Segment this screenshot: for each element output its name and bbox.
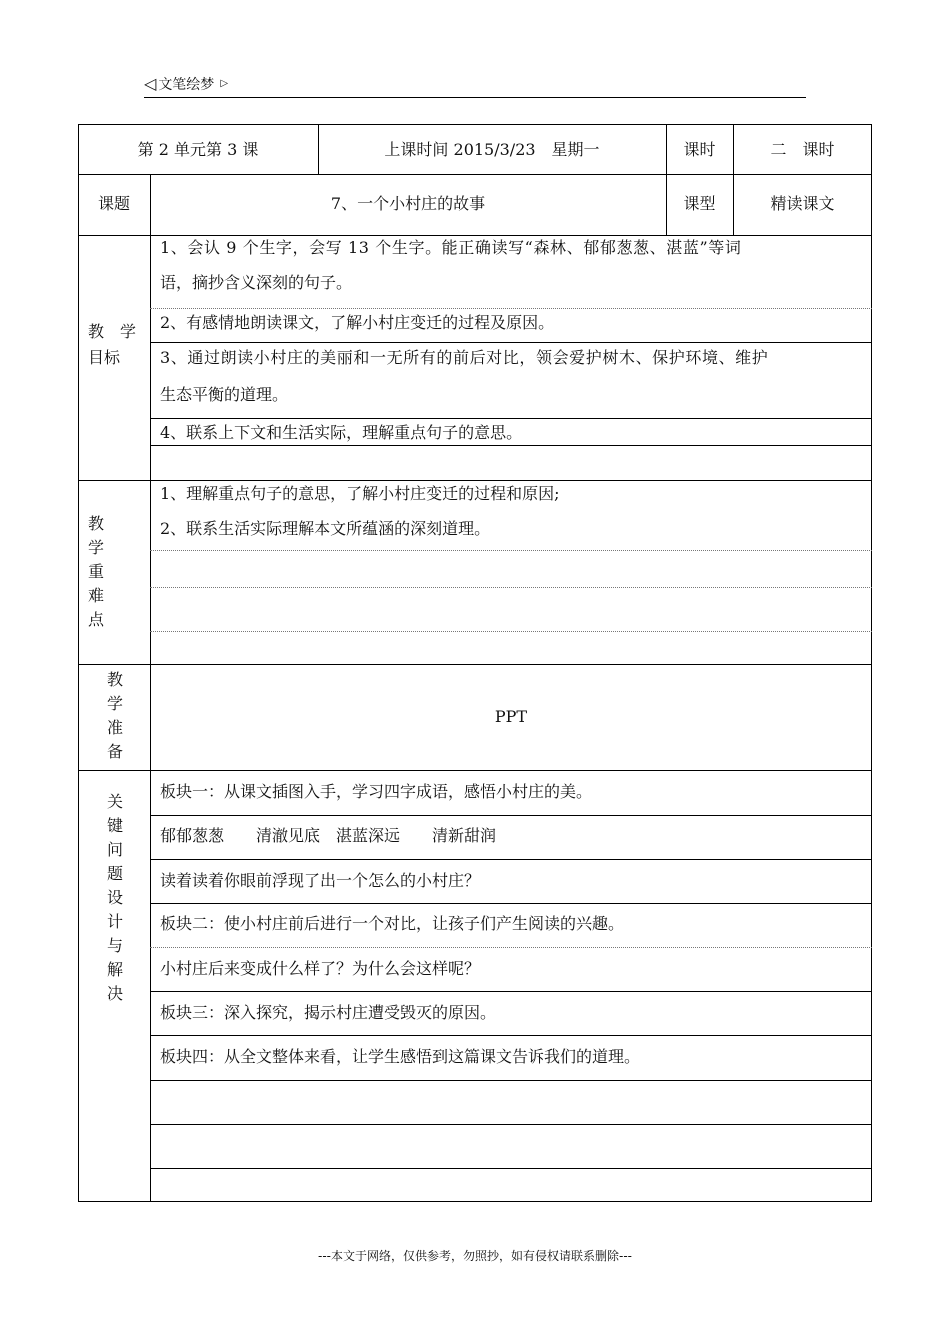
divider <box>150 342 872 343</box>
triangle-right-icon: ▷ <box>220 78 229 89</box>
divider <box>78 664 872 665</box>
divider <box>150 445 872 446</box>
divider <box>150 815 872 816</box>
goals-label-2: 目标 <box>88 348 121 367</box>
divider <box>150 550 872 551</box>
divider <box>150 631 872 632</box>
divider <box>150 991 872 992</box>
goal-item: 3、通过朗读小村庄的美丽和一无所有的前后对比，领会爱护树木、保护环境、维护 <box>160 348 769 367</box>
prep-label: 教 学 准 备 <box>106 670 123 761</box>
divider <box>150 859 872 860</box>
type-value: 精读课文 <box>770 194 835 213</box>
divider <box>78 235 872 236</box>
goal-item: 生态平衡的道理。 <box>160 385 289 404</box>
goal-item: 语，摘抄含义深刻的句子。 <box>160 273 353 292</box>
footer-disclaimer: ---本文于网络，仅供参考，勿照抄，如有侵权请联系删除--- <box>318 1249 632 1263</box>
page-header <box>144 74 228 94</box>
divider <box>150 1035 872 1036</box>
goal-item: 4、联系上下文和生活实际，理解重点句子的意思。 <box>160 423 523 442</box>
class-time: 上课时间 2015/3/23 星期一 <box>384 140 600 159</box>
design-row: 板块四：从全文整体来看，让学生感悟到这篇课文告诉我们的道理。 <box>160 1047 641 1066</box>
divider <box>150 418 872 419</box>
goal-item: 1、会认 9 个生字，会写 13 个生字。能正确读写“森林、郁郁葱葱、湛蓝”等词 <box>160 238 742 257</box>
design-label: 关 键 问 题 设 计 与 解 决 <box>106 792 123 1003</box>
divider <box>150 1124 872 1125</box>
lesson-topic: 7、一个小村庄的故事 <box>330 194 486 213</box>
period-label: 课时 <box>683 140 716 159</box>
design-row: 郁郁葱葱 清澈见底 湛蓝深远 清新甜润 <box>160 826 497 845</box>
period-value: 二 课时 <box>770 140 835 159</box>
prep-value: PPT <box>494 707 528 726</box>
keypoint-item: 2、联系生活实际理解本文所蕴涵的深刻道理。 <box>160 519 491 538</box>
keypoint-item: 1、理解重点句子的意思，了解小村庄变迁的过程和原因; <box>160 484 560 503</box>
divider <box>78 480 872 481</box>
divider <box>150 1168 872 1169</box>
design-row: 板块二：使小村庄前后进行一个对比，让孩子们产生阅读的兴趣。 <box>160 914 625 933</box>
divider <box>150 587 872 588</box>
type-label: 课型 <box>683 194 716 213</box>
divider <box>150 1080 872 1081</box>
divider <box>78 174 872 175</box>
triangle-left-icon: ◁ <box>144 74 157 93</box>
label-column-divider <box>150 174 151 1202</box>
goal-item: 2、有感情地朗读课文，了解小村庄变迁的过程及原因。 <box>160 313 555 332</box>
design-row: 小村庄后来变成什么样了？为什么会这样呢？ <box>160 959 481 978</box>
topic-label: 课题 <box>97 194 130 213</box>
divider <box>150 947 872 948</box>
keypoints-label: 教 学 重 难 点 <box>87 514 104 629</box>
divider <box>150 308 872 309</box>
divider <box>78 770 872 771</box>
goals-label: 教 学 <box>88 322 137 341</box>
header-divider <box>144 97 806 98</box>
unit-lesson: 第 2 单元第 3 课 <box>137 140 259 159</box>
design-row: 读着读着你眼前浮现了出一个怎么的小村庄？ <box>160 871 481 890</box>
design-row: 板块一：从课文插图入手，学习四字成语，感悟小村庄的美。 <box>160 782 593 801</box>
divider <box>150 903 872 904</box>
brand-name: 文笔绘梦 <box>158 77 215 93</box>
design-row: 板块三：深入探究，揭示村庄遭受毁灭的原因。 <box>160 1003 497 1022</box>
